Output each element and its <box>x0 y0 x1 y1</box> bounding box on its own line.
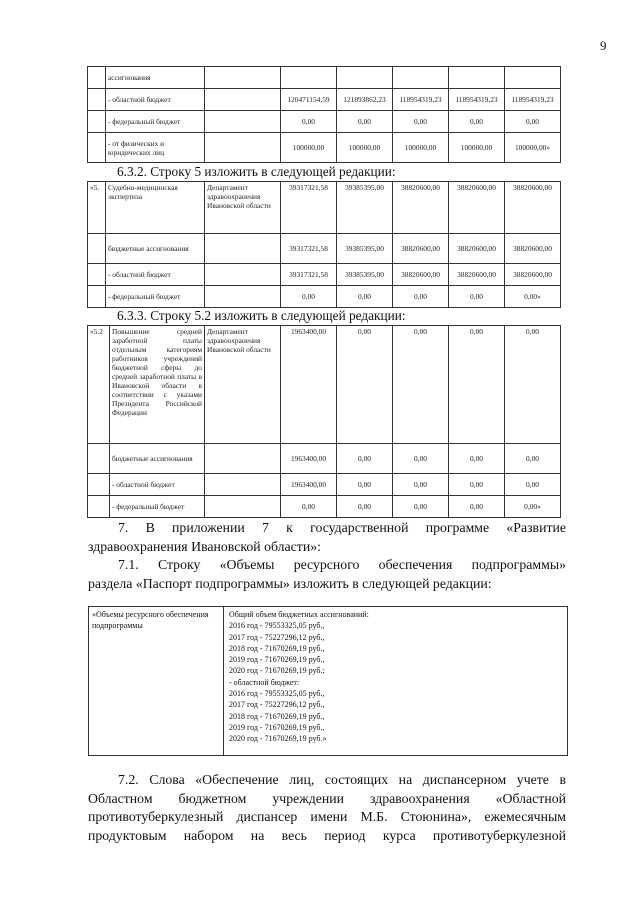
row-label: - областной бюджет <box>106 264 205 286</box>
row-label: Судебно-медицинская экспертиза <box>106 182 205 234</box>
budget-table-row-5-2 <box>87 325 561 518</box>
table-row: бюджетные ассигнования 39317321,58 39385395,00 38820600,00 38820600,00 38820600,00 <box>88 234 561 264</box>
row-label: ассигнования <box>106 67 205 89</box>
row-label: Повышение средней заработной платы отдельным категориям работников учреждений бюджетной сферы до средней заработной платы в Ивановской области в соответствии с указами Президента Российской Федерации <box>110 326 205 444</box>
table-row: «5. Судебно-медицинская экспертиза Департамент здравоохранения Ивановской области 39317321,58 39385395,00 38820600,00 38820600,00 38820600,00 <box>88 182 561 234</box>
row-label: - федеральный бюджет <box>106 111 205 133</box>
row-label: - областной бюджет <box>106 89 205 111</box>
budget-table-continuation <box>87 66 561 163</box>
passport-row-label: «Объемы ресурсного обеспечения подпрограммы <box>89 607 224 755</box>
table-row: бюджетные ассигнования 1963400,00 0,00 0,00 0,00 0,00 <box>88 444 561 474</box>
row-label: - областной бюджет <box>110 474 205 496</box>
table-row <box>88 67 561 89</box>
row-label: бюджетные ассигнования <box>110 444 205 474</box>
table-row: - областной бюджет 1963400,00 0,00 0,00 0,00 0,00 <box>88 474 561 496</box>
page-number: 9 <box>600 38 607 53</box>
paragraph-7-1: 7.1. Строку «Объемы ресурсного обеспечения подпрограммы» раздела «Паспорт подпрограммы» изложить в следующей редакции: <box>88 557 566 591</box>
paragraph-7-2: 7.2. Слова «Обеспечение лиц, состоящих на диспансерном учете в Областном бюджетном учреждении здравоохранения «Областной противотуберкулезный диспансер имени М.Б. Стоюнина», ежемесячным продуктовым набором на весь период курса противотуберкулезной <box>88 772 566 843</box>
row-label: бюджетные ассигнования <box>106 234 205 264</box>
table-row: - федеральный бюджет 0,00 0,00 0,00 0,00 0,00» <box>88 286 561 308</box>
budget-table-row-5 <box>87 181 561 308</box>
passport-row-values: Общий объем бюджетных ассигнований: 2016 год - 79553325,05 руб., 2017 год - 75227296,12 руб., 2018 год - 71670269,19 руб., 2019 год - 71670269,19 руб., 2020 год - 71670269,19 руб.; - областной бюджет: 2016 год - 79553325,05 руб., 2017 год - 75227296,12 руб., 2018 год - 71670269,19 руб., 2019 год - 71670269,19 руб., 2020 год - 71670269,19 руб.» <box>229 610 369 744</box>
table-row: - федеральный бюджет 0,00 0,00 0,00 0,00 0,00 <box>88 111 561 133</box>
row-label: - федеральный бюджет <box>106 286 205 308</box>
table-row: «5.2 Повышение средней заработной платы отдельным категориям работников учреждений бюджетной сферы до средней заработной платы в Ивановской области в соответствии с указами Президента Российской Федерации Департамент здравоохранения Ивановской области 1963400,00 0,00 0,00 0,00 0,00 <box>88 326 561 444</box>
row-label: - от физических и юридических лиц <box>106 133 205 163</box>
table-row: - федеральный бюджет 0,00 0,00 0,00 0,00 0,00» <box>88 496 561 518</box>
table-row: - областной бюджет 39317321,58 39385395,00 38820600,00 38820600,00 38820600,00 <box>88 264 561 286</box>
table-row: - областной бюджет 120471154,59 121893862,23 118954319,23 118954319,23 118954319,23 <box>88 89 561 111</box>
paragraph-7: 7. В приложении 7 к государственной программе «Развитие здравоохранения Ивановской области»: <box>88 520 566 554</box>
table-row: - от физических и юридических лиц 100000,00 100000,00 100000,00 100000,00 100000,00» <box>88 133 561 163</box>
row-label: - федеральный бюджет <box>110 496 205 518</box>
section-heading-6-3-3: 6.3.3. Строку 5.2 изложить в следующей редакции: <box>117 308 406 323</box>
passport-resources-table <box>88 606 568 756</box>
section-heading-6-3-2: 6.3.2. Строку 5 изложить в следующей редакции: <box>117 164 396 179</box>
